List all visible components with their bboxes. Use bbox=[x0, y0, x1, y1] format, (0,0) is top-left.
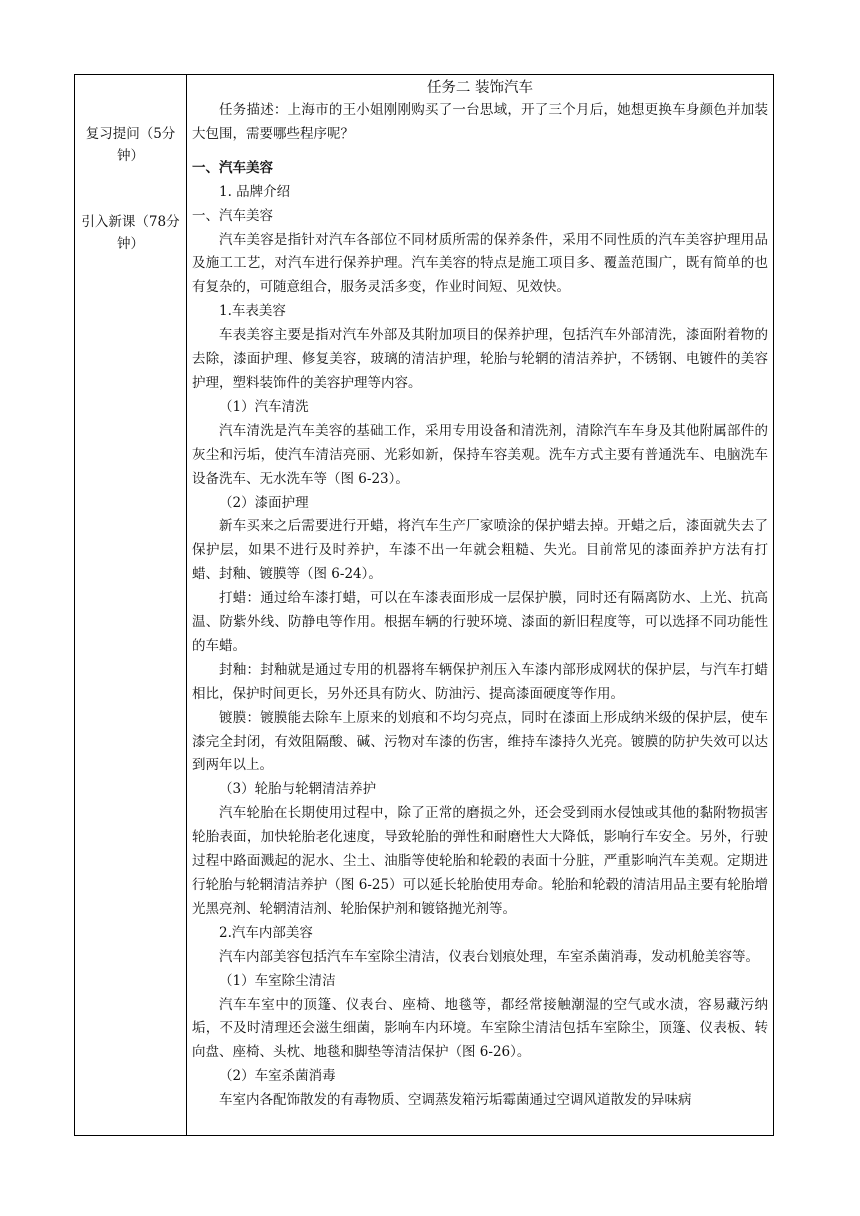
paragraph: 一、汽车美容 bbox=[192, 207, 273, 224]
paragraph: 新车买来之后需要进行开蜡，将汽车生产厂家喷涂的保护蜡去掉。开蜡之后，漆面就失去了保护层，如果不进行及时养护，车漆不出一年就会粗糙、失光。目前常见的漆面养护方法有打蜡、封釉、镀膜等（图 6-24）。 bbox=[192, 518, 768, 583]
subheading: （3）轮胎与轮辋清洁养护 bbox=[219, 781, 377, 798]
content-body bbox=[192, 99, 768, 1113]
left-item-0: 复习提问（5分钟） bbox=[85, 126, 176, 164]
subheading: （2）车室杀菌消毒 bbox=[219, 1068, 336, 1085]
paragraph: 1.车表美容 bbox=[219, 303, 286, 320]
spacer bbox=[192, 147, 768, 157]
subheading: 1. 品牌介绍 bbox=[219, 183, 291, 200]
paragraph: 封釉：封釉就是通过专用的机器将车辆保护剂压入车漆内部形成网状的保护层，与汽车打蜡相比，保护时间更长，另外还具有防火、防油污、提高漆面硬度等作用。 bbox=[192, 661, 768, 702]
paragraph: 任务描述：上海市的王小姐刚刚购买了一台思域，开了三个月后，她想更换车身颜色并加装大包围，需要哪些程序呢？ bbox=[192, 102, 768, 142]
page-title: 任务二 装饰汽车 bbox=[426, 80, 534, 96]
paragraph: 汽车车室中的顶篷、仪表台、座椅、地毯等，都经常接触潮湿的空气或水渍，容易藏污纳垢，不及时清理还会滋生细菌，影响车内环境。车室除尘清洁包括车室除尘，顶篷、仪表板、转向盘、座椅、头枕、地毯和脚垫等清洁保护（图 6-26）。 bbox=[192, 996, 768, 1061]
paragraph: 车室内各配饰散发的有毒物质、空调蒸发箱污垢霉菌通过空调风道散发的异味病 bbox=[219, 1092, 692, 1109]
paragraph: 2.汽车内部美容 bbox=[219, 924, 313, 941]
section-heading: 一、汽车美容 bbox=[192, 159, 273, 176]
paragraph: 汽车美容是指针对汽车各部位不同材质所需的保养条件，采用不同性质的汽车美容护理用品及施工工艺，对汽车进行保养护理。汽车美容的特点是施工项目多、覆盖范围广，既有简单的也有复杂的，可随意组合，服务灵活多变，作业时间短、见效快。 bbox=[192, 231, 768, 296]
paragraph: 汽车轮胎在长期使用过程中，除了正常的磨损之外，还会受到雨水侵蚀或其他的黏附物损害轮胎表面，加快轮胎老化速度，导致轮胎的弹性和耐磨性大大降低，影响行车安全。另外，行驶过程中路面溅起的泥水、尘土、油脂等使轮胎和轮毂的表面十分脏，严重影响汽车美观。定期进行轮胎与轮辋清洁养护（图 6-25）可以延长轮胎使用寿命。轮胎和轮毂的清洁用品主要有轮胎增光黑亮剂、轮辋清洁剂、轮胎保护剂和镀铬抛光剂等。 bbox=[192, 805, 768, 917]
subheading: （1）车室除尘清洁 bbox=[219, 972, 336, 989]
paragraph: 打蜡：通过给车漆打蜡，可以在车漆表面形成一层保护膜，同时还有隔离防水、上光、抗高温、防紫外线、防静电等作用。根据车辆的行驶环境、漆面的新旧程度等，可以选择不同功能性的车蜡。 bbox=[192, 590, 768, 654]
column-divider bbox=[186, 75, 187, 1135]
subheading: （1）汽车清洗 bbox=[219, 398, 309, 415]
paragraph: 镀膜：镀膜能去除车上原来的划痕和不均匀亮点，同时在漆面上形成纳米级的保护层，使车漆完全封闭，有效阻隔酸、碱、污物对车漆的伤害，维持车漆持久光亮。镀膜的防护失效可以达到两年以上。 bbox=[192, 709, 768, 774]
paragraph: 汽车清洗是汽车美容的基础工作，采用专用设备和清洗剂，清除汽车车身及其他附属部件的灰尘和污垢，使汽车清洁亮丽、光彩如新，保持车容美观。洗车方式主要有普通洗车、电脑洗车设备洗车、无水洗车等（图 6-23）。 bbox=[192, 422, 768, 487]
lesson-table bbox=[74, 74, 774, 1136]
paragraph: 汽车内部美容包括汽车车室除尘清洁，仪表台划痕处理，车室杀菌消毒，发动机舱美容等。 bbox=[219, 948, 759, 965]
right-column bbox=[192, 75, 768, 1113]
subheading: （2）漆面护理 bbox=[219, 494, 309, 511]
paragraph: 车表美容主要是指对汽车外部及其附加项目的保养护理，包括汽车外部清洗，漆面附着物的去除，漆面护理、修复美容，玻璃的清洁护理，轮胎与轮辋的清洁养护，不锈钢、电镀件的美容护理，塑料装饰件的美容护理等内容。 bbox=[192, 327, 768, 391]
left-item-1: 引入新课（78分钟） bbox=[81, 214, 180, 252]
